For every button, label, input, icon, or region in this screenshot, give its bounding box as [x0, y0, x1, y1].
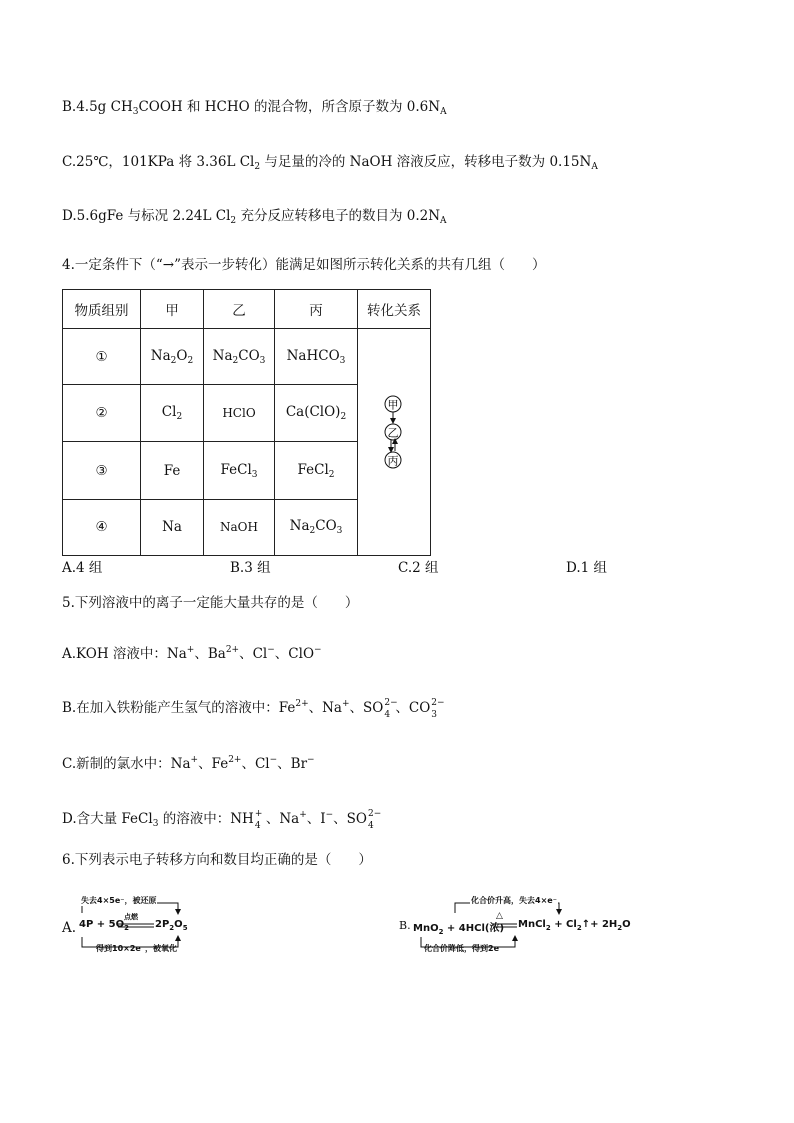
node-yi-label: 乙 — [387, 426, 399, 440]
row-id: ② — [63, 385, 141, 442]
q4-table — [62, 289, 431, 556]
q6-a-condition: 点燃 — [124, 913, 138, 921]
q6-b-products: MnCl$_2$ + $Cl_2↑+ 2H_2O$ — [518, 919, 631, 932]
cell-yi: FeCl$_3$ — [204, 442, 275, 499]
cell-jia: $Na_2O_2$ — [141, 329, 204, 385]
q4-option-d: D.1 组 — [566, 560, 608, 576]
cell-bing: $Ca(ClO)_2$ — [275, 385, 358, 442]
q4-stem: 4.一定条件下（“→”表示一步转化）能满足如图所示转化关系的共有几组（ ） — [62, 257, 546, 273]
cell-yi: $Na_2CO_3$ — [204, 329, 275, 385]
row-id: ③ — [63, 442, 141, 499]
cell-bing: $Na_2CO_3$ — [275, 499, 358, 555]
q4-option-c: C.2 组 — [398, 560, 439, 576]
cell-bing: NaHCO$_3$ — [275, 329, 358, 385]
q6-a-equation: $4P + 5O_2$ — [79, 919, 129, 932]
q6-b-equation: MnO$_2$ + 4HCl(浓) — [413, 923, 505, 936]
q5-stem: 5.下列溶液中的离子一定能大量共存的是（ ） — [62, 595, 359, 611]
row-id: ④ — [63, 499, 141, 555]
cell-bing: FeCl$_2$ — [275, 442, 358, 499]
q5-option-b: B.在加入铁粉能产生氢气的溶液中：$Fe^{2+}$、Na+、SO 2− 4 、CO 2− 3 — [62, 698, 445, 720]
node-jia-label: 甲 — [387, 398, 399, 412]
header-group: 物质组别 — [63, 290, 141, 329]
cell-jia: Fe — [141, 442, 204, 499]
q6-a-bottom-label: 得到10×2e⁻，被氧化 — [96, 944, 178, 953]
q4-option-b: B.3 组 — [230, 560, 271, 576]
q3-option-b: B.4.5g $CH_3COOH$ 和 HCHO 的混合物，所含原子数为 $0.6N_A$ — [62, 99, 447, 117]
table-row — [63, 329, 431, 385]
header-jia: 甲 — [141, 290, 204, 329]
node-bing-label: 丙 — [387, 454, 399, 468]
header-relation: 转化关系 — [358, 290, 431, 329]
row-id: ① — [63, 329, 141, 385]
table-header-row — [63, 290, 431, 329]
q5-option-a: A.KOH 溶液中：Na+、$Ba^{2+}$、Cl−、ClO− — [62, 645, 322, 662]
q4-option-a: A.4 组 — [62, 560, 103, 576]
q6-b-bottom-label: 化合价降低，得到2e⁻ — [424, 944, 504, 953]
q6-stem: 6.下列表示电子转移方向和数目均正确的是（ ） — [62, 852, 372, 868]
q6-a-top-label: 失去4×5e⁻，被还原 — [81, 896, 157, 905]
q3-option-c: C.25℃，101KPa 将 3.36L $Cl_2$ 与足量的冷的 NaOH 溶液反应，转移电子数为 $0.15N_A$ — [62, 154, 598, 172]
q5-option-c: C.新制的氯水中：Na+、$Fe^{2+}$、Cl−、Br− — [62, 755, 315, 772]
cell-yi: HClO — [204, 385, 275, 442]
relation-diagram-cell — [358, 329, 431, 556]
q6-a-product: $2P_2O_5$ — [155, 919, 188, 932]
q6-b-condition: △ — [496, 911, 503, 921]
cell-jia: Na — [141, 499, 204, 555]
header-yi: 乙 — [204, 290, 275, 329]
q6-b-label: B. — [399, 919, 411, 932]
q5-option-d: D.含大量 FeCl$_3$ 的溶液中：NH + 4 、Na+、I−、SO 2− 4 — [62, 809, 382, 831]
q3-option-d: D.5.6gFe 与标况 2.24L $Cl_2$ 充分反应转移电子的数目为 $0.2N_A$ — [62, 208, 447, 226]
q6-a-label: A. — [62, 920, 77, 936]
cell-yi: NaOH — [204, 499, 275, 555]
q6-b-top-label: 化合价升高，失去4×e⁻ — [471, 896, 557, 905]
relation-diagram — [358, 329, 430, 551]
cell-jia: $Cl_2$ — [141, 385, 204, 442]
header-bing: 丙 — [275, 290, 358, 329]
